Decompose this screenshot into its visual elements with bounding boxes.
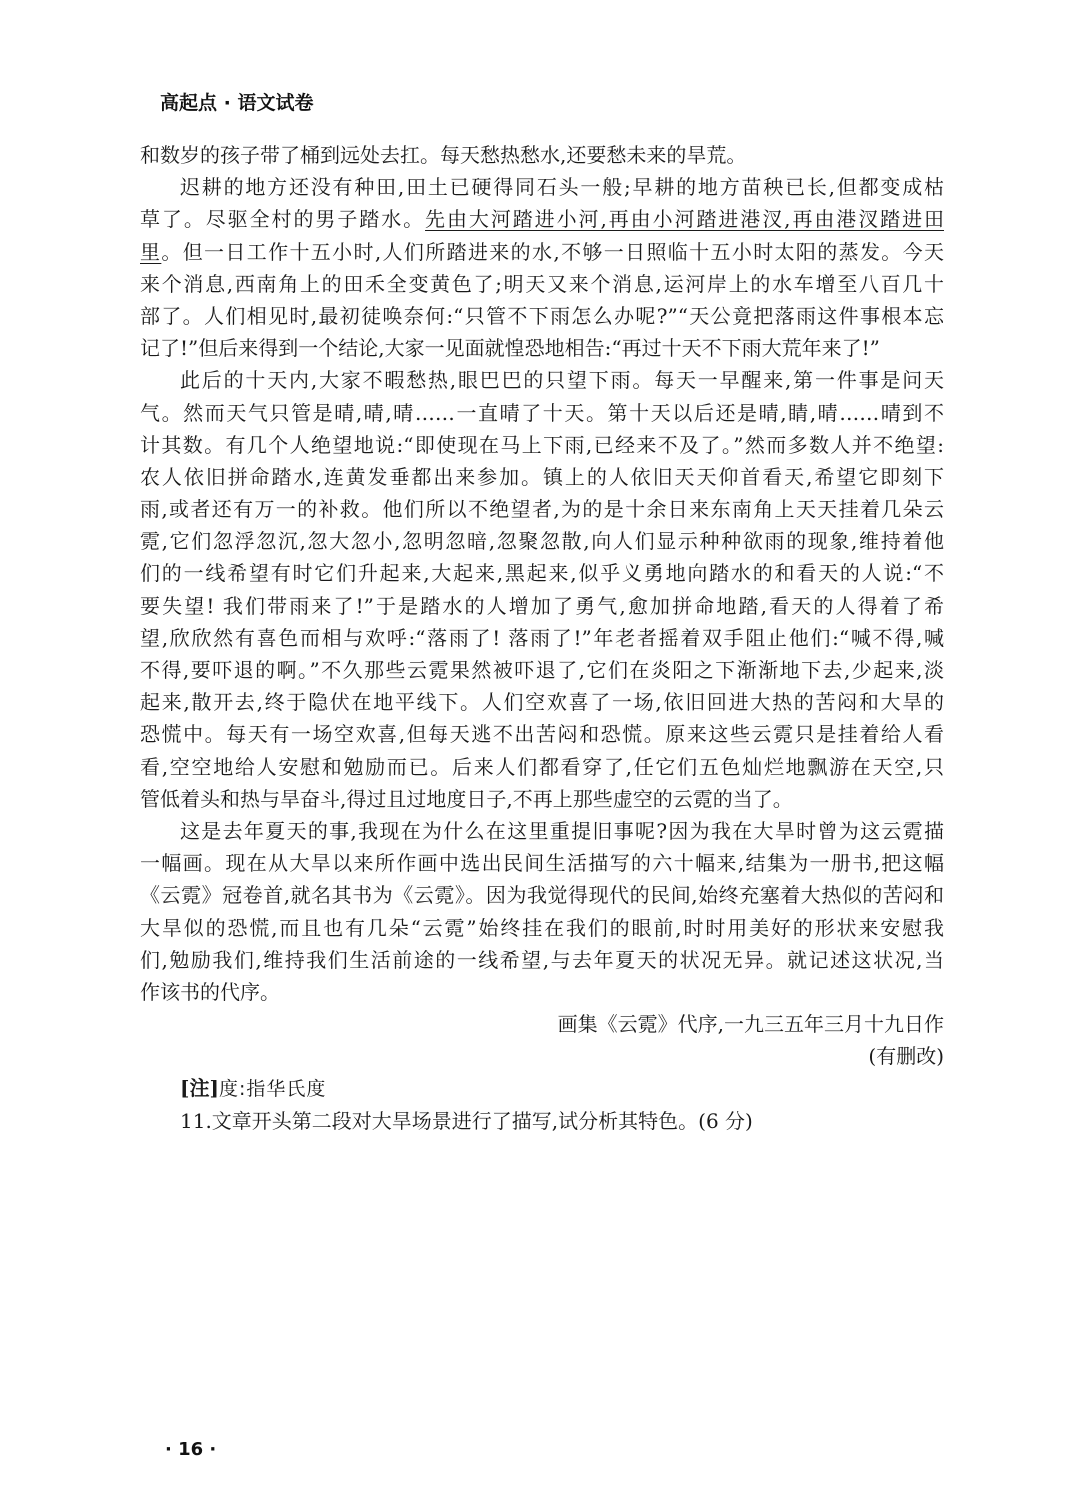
text-line: 不得,要吓退的啊。”不久那些云霓果然被吓退了,它们在炎阳之下渐渐地下去,少起来,淡 <box>140 658 944 682</box>
text-line <box>140 203 944 235</box>
text-line: 计其数。有几个人绝望地说:“即使现在马上下雨,已经来不及了。”然而多数人并不绝望: <box>140 432 944 457</box>
text-line: 望,欣欣然有喜色而相与欢呼:“落雨了! 落雨了!”年老者摇着双手阻止他们:“喊不得,喊 <box>140 625 944 650</box>
footnote-label: [注] <box>180 1076 219 1101</box>
text-segment: 草了。尽驱全村的男子踏水。 <box>140 207 426 232</box>
text-line: 《云霓》冠卷首,就名其书为《云霓》。因为我觉得现代的民间,始终充塞着大热似的苦闷和 <box>140 883 944 908</box>
text-line: 们,勉励我们,维持我们生活前途的一线希望,与去年夏天的状况无异。就记述这状况,当 <box>140 947 944 972</box>
page-number: · 16 · <box>165 1439 217 1460</box>
text-line: 们的一线希望有时它们升起来,大起来,黑起来,似乎义勇地向踏水的和看天的人说:“不 <box>140 561 944 586</box>
text-line: 来个消息,西南角上的田禾全变黄色了;明天又来个消息,运河岸上的水车增至八百几十 <box>140 271 944 296</box>
text-line: 农人依旧拼命踏水,连黄发垂都出来参加。镇上的人依旧天天仰首看天,希望它即刻下 <box>140 464 944 489</box>
text-line: 和数岁的孩子带了桶到远处去扛。每天愁热愁水,还要愁未来的旱荒。 <box>140 143 747 167</box>
footnote-text: 度:指华氏度 <box>218 1078 327 1101</box>
text-segment: 。但一日工作十五小时,人们所踏进来的水,不够一日照临十五小时太阳的蒸发。今天 <box>161 239 945 264</box>
text-line: 这是去年夏天的事,我现在为什么在这里重提旧事呢?因为我在大旱时曾为这云霓描 <box>180 818 944 843</box>
text-line: 此后的十天内,大家不暇愁热,眼巴巴的只望下雨。每天一早醒来,第一件事是问天 <box>180 368 944 393</box>
text-line: 作该书的代序。 <box>140 979 280 1004</box>
text-line: 一幅画。现在从大旱以来所作画中选出民间生活描写的六十幅来,结集为一册书,把这幅 <box>140 851 944 876</box>
text-line: 恐慌中。每天有一场空欢喜,但每天逃不出苦闷和恐慌。原来这些云霓只是挂着给人看 <box>140 722 944 747</box>
underlined-text: 先由大河踏进小河,再由小河踏进港汊,再由港汊踏进田 <box>425 207 944 232</box>
text-line: 气。然而天气只管是晴,晴,晴……一直晴了十天。第十天以后还是晴,睛,晴……晴到不 <box>140 400 944 425</box>
text-line: 部了。人们相见时,最初徒唤奈何:“只管不下雨怎么办呢?”“天公竟把落雨这件事根本忘 <box>140 303 944 328</box>
text-line: 霓,它们忽浮忽沉,忽大忽小,忽明忽暗,忽聚忽散,向人们显示种种欲雨的现象,维持着他 <box>140 529 944 554</box>
edit-note: (有删改) <box>868 1044 944 1069</box>
question-11: 11.文章开头第二段对大旱场景进行了描写,试分析其特色。(6 分) <box>180 1108 753 1133</box>
text-line: 迟耕的地方还没有种田,田土已硬得同石头一般;早耕的地方苗秧已长,但都变成枯 <box>180 175 944 200</box>
text-line: 管低着头和热与旱奋斗,得过且过地度日子,不再上那些虚空的云霓的当了。 <box>140 786 793 811</box>
underlined-text: 里 <box>140 239 162 264</box>
text-line: 雨,或者还有万一的补救。他们所以不绝望者,为的是十余日来东南角上天天挂着几朵云 <box>140 497 944 522</box>
footnote <box>140 1072 944 1104</box>
passage <box>140 139 944 1137</box>
text-line: 起来,散开去,终于隐伏在地平线下。人们空欢喜了一场,依旧回进大热的苦闷和大旱的 <box>140 690 944 715</box>
attribution: 画集《云霓》代序,一九三五年三月十九日作 <box>557 1012 944 1037</box>
text-line: 要失望! 我们带雨来了!”于是踏水的人增加了勇气,愈加拼命地踏,看天的人得着了希 <box>140 593 944 618</box>
page-header: 高起点 · 语文试卷 <box>160 92 314 114</box>
text-line <box>140 236 944 268</box>
text-line: 看,空空地给人安慰和勉励而已。后来人们都看穿了,任它们五色灿烂地飘游在天空,只 <box>140 754 944 779</box>
text-line: 记了!”但后来得到一个结论,大家一见面就惶恐地相告:“再过十天不下雨大荒年来了!” <box>140 336 880 361</box>
text-line: 大旱似的恐慌,而且也有几朵“云霓”始终挂在我们的眼前,时时用美好的形状来安慰我 <box>140 915 944 940</box>
